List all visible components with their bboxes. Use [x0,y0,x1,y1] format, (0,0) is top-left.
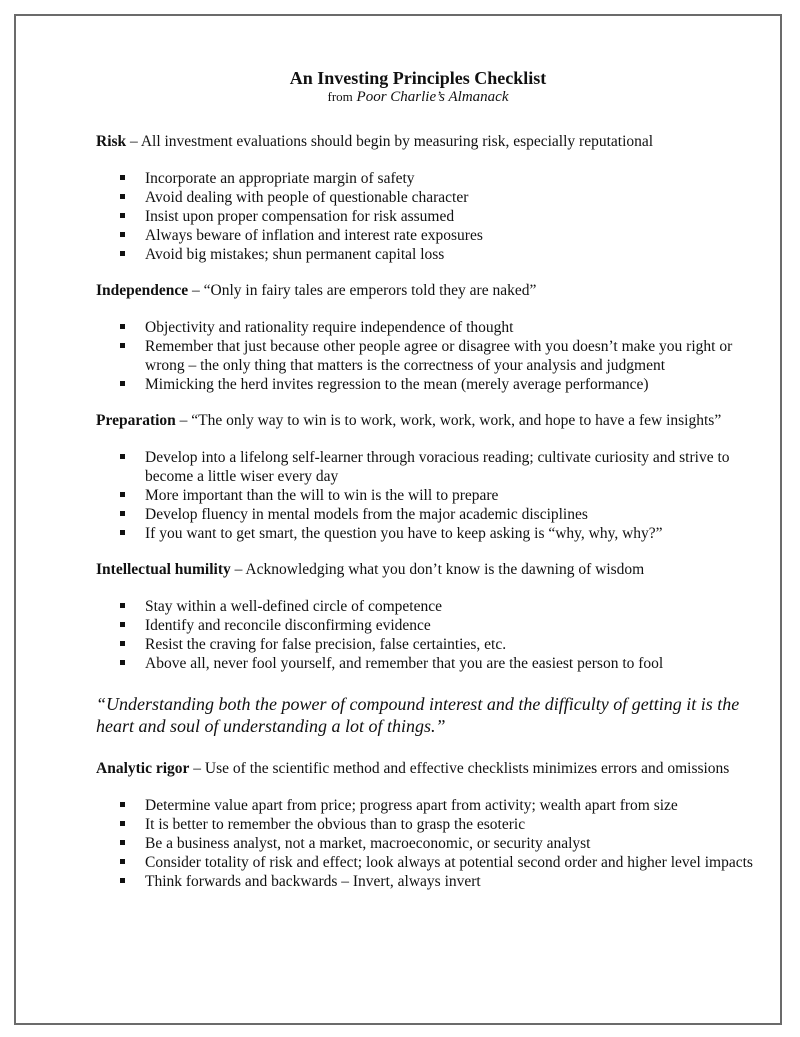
list-item-text: Always beware of inflation and interest rate exposures [145,227,483,244]
list-item-text: Develop into a lifelong self-learner through voracious reading; cultivate curiosity and strive to become a little wiser every day [145,449,730,485]
section-text: Use of the scientific method and effective checklists minimizes errors and omissions [204,760,730,777]
list-item-text: Determine value apart from price; progress apart from activity; wealth apart from size [145,797,678,814]
list-item-text: Resist the craving for false precision, false certainties, etc. [145,636,507,653]
section-name: Independence [96,282,189,299]
section-text: All investment evaluations should begin by measuring risk, especially reputational [140,133,654,150]
subtitle-book: Poor Charlie’s Almanack [356,89,509,105]
list-item-text: Insist upon proper compensation for risk assumed [145,208,455,225]
section-text: “The only way to win is to work, work, work, work, and hope to have a few insights” [191,412,722,429]
bullet-icon [120,859,125,864]
pull-quote: “Understanding both the power of compound interest and the difficulty of getting it is the heart and soul of understanding a lot of things.” [96,694,740,736]
bullet-icon [120,802,125,807]
section-separator: – [188,282,204,299]
page-frame [14,14,782,1025]
list-item [96,375,756,394]
list-item [96,654,756,673]
list-item [96,188,756,207]
list-item [96,815,756,834]
bullet-list [96,318,756,394]
list-item-text: Mimicking the herd invites regression to the mean (merely average performance) [145,376,649,393]
list-item [96,635,756,654]
list-item [96,524,756,543]
bullet-list [96,597,756,673]
section-separator: – [126,133,141,150]
bullet-icon [120,492,125,497]
document-body [96,68,756,891]
bullet-icon [120,641,125,646]
list-item [96,872,756,891]
section-heading [96,560,756,579]
section-text: Acknowledging what you don’t know is the dawning of wisdom [245,561,645,578]
section-heading [96,759,756,778]
section-independence [96,281,756,394]
section-separator: – [175,412,192,429]
bullet-icon [120,840,125,845]
section-risk [96,132,756,264]
bullet-icon [120,381,125,386]
section-heading [96,281,756,300]
bullet-list [96,796,756,891]
section-intellectual-humility [96,560,756,673]
section-name: Intellectual humility [96,561,231,578]
list-item-text: More important than the will to win is the will to prepare [145,487,499,504]
list-item-text: Remember that just because other people agree or disagree with you doesn’t make you right or wrong – the only thing that matters is the correctness of your analysis and judgment [145,338,733,374]
list-item-text: Consider totality of risk and effect; look always at potential second order and higher level impacts [145,854,753,871]
list-item-text: Avoid dealing with people of questionable character [145,189,469,206]
section-separator: – [189,760,205,777]
list-item-text: Think forwards and backwards – Invert, always invert [145,873,481,890]
page-title: An Investing Principles Checklist [289,68,547,88]
list-item [96,207,756,226]
list-item [96,616,756,635]
list-item-text: Incorporate an appropriate margin of safety [145,170,415,187]
bullet-icon [120,530,125,535]
section-name: Preparation [96,412,176,429]
bullet-icon [120,343,125,348]
list-item-text: It is better to remember the obvious than to grasp the esoteric [145,816,526,833]
list-item [96,853,756,872]
subtitle-from: from [327,89,353,104]
list-item-text: Stay within a well-defined circle of competence [145,598,442,615]
bullet-icon [120,251,125,256]
section-analytic-rigor [96,759,756,891]
list-item-text: If you want to get smart, the question you have to keep asking is “why, why, why?” [145,525,663,542]
section-text: “Only in fairy tales are emperors told they are naked” [203,282,537,299]
bullet-icon [120,660,125,665]
section-heading [96,132,756,151]
section-separator: – [230,561,246,578]
list-item [96,796,756,815]
list-item-text: Be a business analyst, not a market, macroeconomic, or security analyst [145,835,591,852]
section-heading [96,411,756,430]
list-item [96,597,756,616]
bullet-icon [120,622,125,627]
bullet-list [96,448,756,543]
list-item [96,245,756,264]
bullet-icon [120,194,125,199]
bullet-icon [120,511,125,516]
list-item [96,505,756,524]
bullet-icon [120,454,125,459]
list-item [96,318,756,337]
list-item-text: Identify and reconcile disconfirming evidence [145,617,431,634]
page-subtitle [88,88,748,106]
list-item [96,448,756,486]
list-item-text: Objectivity and rationality require independence of thought [145,319,514,336]
list-item [96,226,756,245]
title-block [88,68,748,106]
bullet-icon [120,232,125,237]
bullet-icon [120,175,125,180]
list-item [96,486,756,505]
list-item [96,169,756,188]
section-name: Risk [96,133,127,150]
list-item-text: Avoid big mistakes; shun permanent capital loss [145,246,445,263]
bullet-icon [120,821,125,826]
list-item [96,834,756,853]
section-preparation [96,411,756,543]
bullet-icon [120,878,125,883]
bullet-icon [120,213,125,218]
list-item-text: Develop fluency in mental models from the major academic disciplines [145,506,588,523]
list-item [96,337,756,375]
bullet-icon [120,324,125,329]
section-name: Analytic rigor [96,760,190,777]
bullet-list [96,169,756,264]
list-item-text: Above all, never fool yourself, and remember that you are the easiest person to fool [145,655,664,672]
bullet-icon [120,603,125,608]
